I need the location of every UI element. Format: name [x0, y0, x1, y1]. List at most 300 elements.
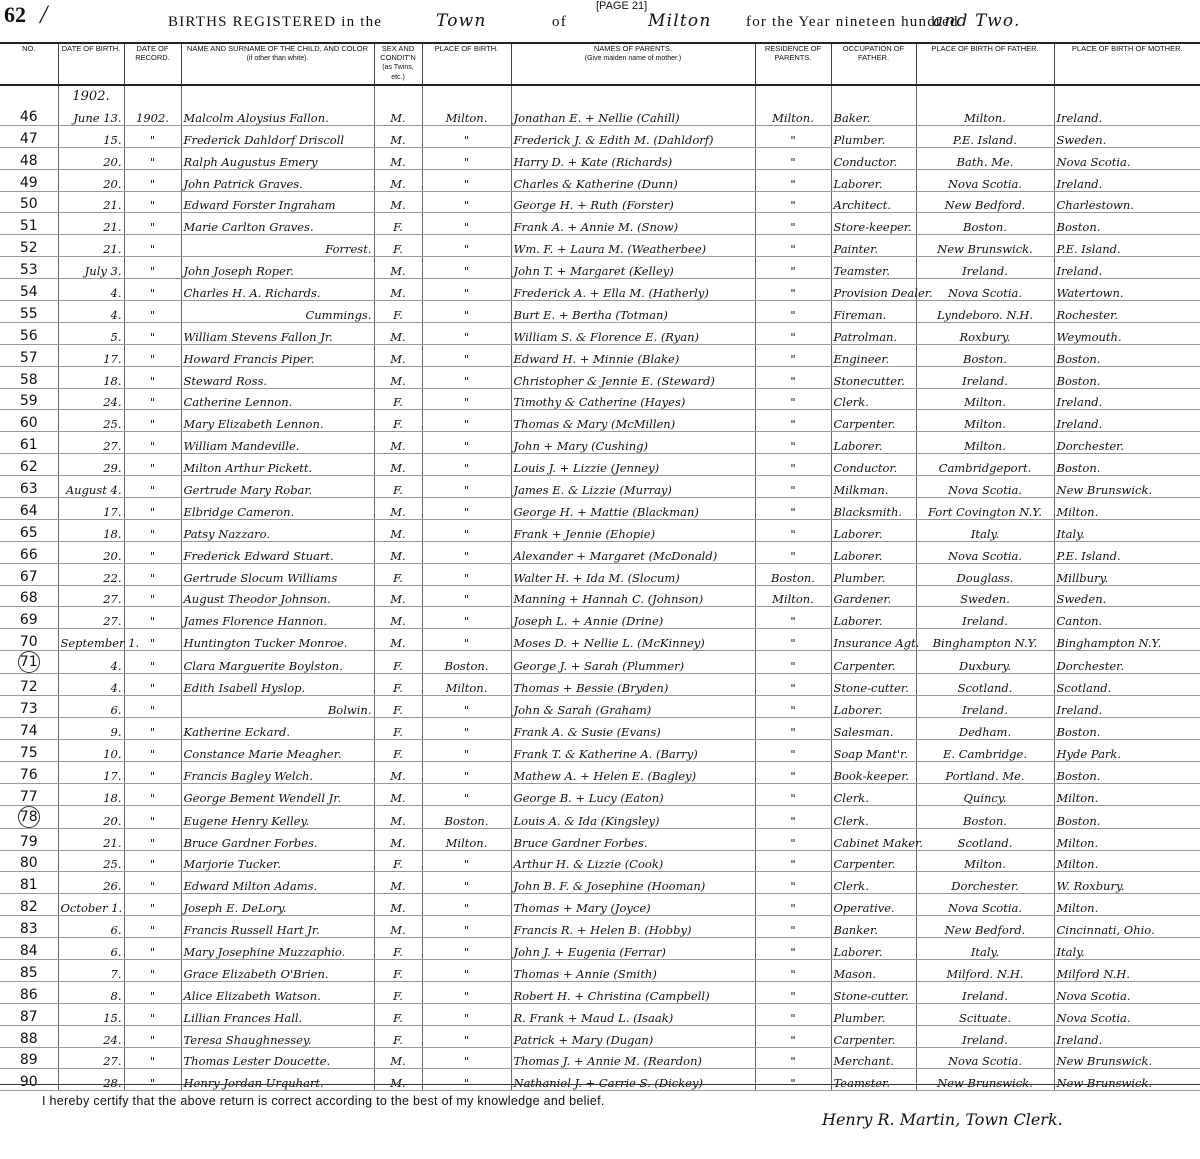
col-residence: RESIDENCE OF PARENTS. — [755, 43, 831, 85]
entry-number: 75 — [0, 739, 58, 761]
table-row — [0, 519, 1200, 541]
sex: M. — [374, 432, 422, 454]
sex: M. — [374, 279, 422, 301]
mother-birthplace: Nova Scotia. — [1054, 1003, 1200, 1025]
date-of-record: " — [124, 585, 181, 607]
entry-number: 50 — [0, 191, 58, 213]
entry-number: 81 — [0, 872, 58, 894]
table-row — [0, 629, 1200, 651]
residence: Milton. — [755, 585, 831, 607]
child-name: Alice Elizabeth Watson. — [181, 981, 374, 1003]
parents-names: Walter H. + Ida M. (Slocum) — [511, 563, 755, 585]
parents-names: Thomas & Mary (McMillen) — [511, 410, 755, 432]
table-row — [0, 872, 1200, 894]
place-of-birth: " — [422, 279, 511, 301]
residence: " — [755, 410, 831, 432]
father-birthplace: Scituate. — [916, 1003, 1054, 1025]
parents-names: John J. + Eugenia (Ferrar) — [511, 938, 755, 960]
child-name: Joseph E. DeLory. — [181, 894, 374, 916]
parents-names: Robert H. + Christina (Campbell) — [511, 981, 755, 1003]
child-name: John Patrick Graves. — [181, 169, 374, 191]
parents-names: Jonathan E. + Nellie (Cahill) — [511, 104, 755, 125]
father-birthplace: Ireland. — [916, 366, 1054, 388]
parents-names: Edward H. + Minnie (Blake) — [511, 344, 755, 366]
residence: " — [755, 761, 831, 783]
table-row — [0, 783, 1200, 805]
sex: F. — [374, 959, 422, 981]
mother-birthplace: Nova Scotia. — [1054, 981, 1200, 1003]
date-of-record: " — [124, 1069, 181, 1091]
entry-number: 85 — [0, 959, 58, 981]
table-row — [0, 235, 1200, 257]
father-occupation: Conductor. — [831, 147, 916, 169]
place-of-birth: " — [422, 1025, 511, 1047]
father-occupation: Milkman. — [831, 476, 916, 498]
place-of-birth: " — [422, 959, 511, 981]
father-birthplace: Ireland. — [916, 257, 1054, 279]
sex: F. — [374, 938, 422, 960]
father-birthplace: New Bedford. — [916, 191, 1054, 213]
table-row — [0, 410, 1200, 432]
entry-number: 59 — [0, 388, 58, 410]
child-name: John Joseph Roper. — [181, 257, 374, 279]
father-birthplace: Italy. — [916, 519, 1054, 541]
mother-birthplace: Ireland. — [1054, 696, 1200, 718]
entry-number: 80 — [0, 850, 58, 872]
entry-number: 70 — [0, 629, 58, 651]
entry-number: 48 — [0, 147, 58, 169]
mother-birthplace: Rochester. — [1054, 301, 1200, 323]
father-occupation: Insurance Agt. — [831, 629, 916, 651]
entry-number: 51 — [0, 213, 58, 235]
place-of-birth: Milton. — [422, 104, 511, 125]
parents-names: Frank A. + Annie M. (Snow) — [511, 213, 755, 235]
place-of-birth: " — [422, 872, 511, 894]
sex: M. — [374, 916, 422, 938]
date-of-birth: June 13. — [58, 104, 124, 125]
date-of-birth: August 4. — [58, 476, 124, 498]
child-name: Malcolm Aloysius Fallon. — [181, 104, 374, 125]
sex: M. — [374, 1047, 422, 1069]
father-occupation: Provision Dealer. — [831, 279, 916, 301]
child-name: Eugene Henry Kelley. — [181, 805, 374, 828]
father-birthplace: New Brunswick. — [916, 1069, 1054, 1091]
place-of-birth: " — [422, 783, 511, 805]
place-of-birth: " — [422, 916, 511, 938]
residence: " — [755, 432, 831, 454]
sex: M. — [374, 454, 422, 476]
child-name: Gertrude Mary Robar. — [181, 476, 374, 498]
table-row — [0, 674, 1200, 696]
date-of-record: " — [124, 432, 181, 454]
table-row — [0, 498, 1200, 520]
place-of-birth: " — [422, 1003, 511, 1025]
parents-names: John + Mary (Cushing) — [511, 432, 755, 454]
date-of-birth: 6. — [58, 916, 124, 938]
sex: M. — [374, 366, 422, 388]
place-of-birth: " — [422, 761, 511, 783]
date-of-birth: 4. — [58, 279, 124, 301]
date-of-record: " — [124, 147, 181, 169]
date-of-birth: 24. — [58, 388, 124, 410]
date-of-birth: 18. — [58, 366, 124, 388]
table-row — [0, 585, 1200, 607]
place-of-birth: " — [422, 519, 511, 541]
residence: Milton. — [755, 104, 831, 125]
sex: M. — [374, 607, 422, 629]
child-name: William Stevens Fallon Jr. — [181, 322, 374, 344]
table-row — [0, 301, 1200, 323]
table-row — [0, 1047, 1200, 1069]
residence: " — [755, 629, 831, 651]
sex: M. — [374, 761, 422, 783]
father-occupation: Laborer. — [831, 938, 916, 960]
residence: " — [755, 454, 831, 476]
place-of-birth: " — [422, 1047, 511, 1069]
sex: M. — [374, 125, 422, 147]
mother-birthplace: Milton. — [1054, 783, 1200, 805]
father-birthplace: Nova Scotia. — [916, 476, 1054, 498]
entry-number: 52 — [0, 235, 58, 257]
father-occupation: Plumber. — [831, 1003, 916, 1025]
father-birthplace: E. Cambridge. — [916, 739, 1054, 761]
father-occupation: Stone-cutter. — [831, 674, 916, 696]
sex: F. — [374, 235, 422, 257]
entry-number: 49 — [0, 169, 58, 191]
mother-birthplace: New Brunswick. — [1054, 1069, 1200, 1091]
residence: " — [755, 498, 831, 520]
sex: M. — [374, 322, 422, 344]
mother-birthplace: Ireland. — [1054, 388, 1200, 410]
mother-birthplace: Binghampton N.Y. — [1054, 629, 1200, 651]
place-of-birth: " — [422, 257, 511, 279]
sex: M. — [374, 257, 422, 279]
residence: " — [755, 301, 831, 323]
mother-birthplace: Watertown. — [1054, 279, 1200, 301]
entry-number: 46 — [0, 104, 58, 125]
place-of-birth: " — [422, 981, 511, 1003]
mother-birthplace: Ireland. — [1054, 257, 1200, 279]
title-town-type: Town — [436, 11, 487, 31]
date-of-birth: 17. — [58, 761, 124, 783]
date-of-birth: 4. — [58, 651, 124, 674]
father-occupation: Clerk. — [831, 872, 916, 894]
residence: " — [755, 739, 831, 761]
mother-birthplace: Milford N.H. — [1054, 959, 1200, 981]
sex: F. — [374, 388, 422, 410]
table-row — [0, 718, 1200, 740]
place-of-birth: Boston. — [422, 651, 511, 674]
date-of-record: " — [124, 191, 181, 213]
child-name: William Mandeville. — [181, 432, 374, 454]
date-of-birth: 29. — [58, 454, 124, 476]
parents-names: George H. + Ruth (Forster) — [511, 191, 755, 213]
table-row — [0, 147, 1200, 169]
date-of-record: " — [124, 674, 181, 696]
place-of-birth: " — [422, 322, 511, 344]
child-name: Frederick Dahldorf Driscoll — [181, 125, 374, 147]
father-birthplace: Scotland. — [916, 674, 1054, 696]
table-row — [0, 454, 1200, 476]
date-of-birth: 27. — [58, 585, 124, 607]
date-of-birth: 9. — [58, 718, 124, 740]
entry-number: 63 — [0, 476, 58, 498]
child-name: Catherine Lennon. — [181, 388, 374, 410]
place-of-birth: " — [422, 432, 511, 454]
sex: M. — [374, 783, 422, 805]
circled-number: 78 — [18, 806, 40, 828]
father-occupation: Book-keeper. — [831, 761, 916, 783]
footer-rule — [0, 1084, 1200, 1085]
sex: F. — [374, 850, 422, 872]
child-name: Edward Forster Ingraham — [181, 191, 374, 213]
sex: F. — [374, 718, 422, 740]
father-occupation: Plumber. — [831, 563, 916, 585]
father-occupation: Teamster. — [831, 1069, 916, 1091]
father-occupation: Clerk. — [831, 388, 916, 410]
father-birthplace: Scotland. — [916, 828, 1054, 850]
date-of-birth: 27. — [58, 1047, 124, 1069]
parents-names: Wm. F. + Laura M. (Weatherbee) — [511, 235, 755, 257]
residence: " — [755, 541, 831, 563]
page-id: [PAGE 21] — [596, 0, 648, 12]
place-of-birth: " — [422, 541, 511, 563]
father-occupation: Cabinet Maker. — [831, 828, 916, 850]
entry-number: 86 — [0, 981, 58, 1003]
entry-number: 77 — [0, 783, 58, 805]
sex: F. — [374, 1003, 422, 1025]
births-register-table — [0, 42, 1200, 1091]
mother-birthplace: Italy. — [1054, 519, 1200, 541]
date-of-birth: 18. — [58, 783, 124, 805]
col-father-birth: PLACE OF BIRTH OF FATHER. — [916, 43, 1054, 85]
date-of-record: " — [124, 696, 181, 718]
entry-number: 87 — [0, 1003, 58, 1025]
parents-names: Louis A. & Ida (Kingsley) — [511, 805, 755, 828]
date-of-birth: September 1. — [58, 629, 124, 651]
sex: F. — [374, 651, 422, 674]
date-of-birth: 6. — [58, 938, 124, 960]
title-town: Milton — [648, 11, 712, 31]
place-of-birth: " — [422, 894, 511, 916]
sex: F. — [374, 410, 422, 432]
date-of-birth: 4. — [58, 674, 124, 696]
date-of-record: " — [124, 739, 181, 761]
residence: " — [755, 344, 831, 366]
child-name: Mary Josephine Muzzaphio. — [181, 938, 374, 960]
child-name: Bruce Gardner Forbes. — [181, 828, 374, 850]
parents-names: Charles & Katherine (Dunn) — [511, 169, 755, 191]
date-of-record: " — [124, 916, 181, 938]
date-of-record: " — [124, 651, 181, 674]
father-occupation: Merchant. — [831, 1047, 916, 1069]
father-birthplace: Nova Scotia. — [916, 169, 1054, 191]
date-of-record: 1902. — [124, 104, 181, 125]
entry-number: 67 — [0, 563, 58, 585]
entry-number: 79 — [0, 828, 58, 850]
father-occupation: Gardener. — [831, 585, 916, 607]
parents-names: Joseph L. + Annie (Drine) — [511, 607, 755, 629]
child-name: Patsy Nazzaro. — [181, 519, 374, 541]
child-name: Marjorie Tucker. — [181, 850, 374, 872]
father-occupation: Laborer. — [831, 541, 916, 563]
date-of-record: " — [124, 279, 181, 301]
place-of-birth: " — [422, 938, 511, 960]
entry-number: 65 — [0, 519, 58, 541]
table-row — [0, 607, 1200, 629]
child-name: Edith Isabell Hyslop. — [181, 674, 374, 696]
date-of-birth: 20. — [58, 169, 124, 191]
date-of-record: " — [124, 981, 181, 1003]
date-of-record: " — [124, 828, 181, 850]
date-of-birth: October 1. — [58, 894, 124, 916]
col-parents-label: NAMES OF PARENTS. — [593, 44, 673, 53]
table-row — [0, 828, 1200, 850]
place-of-birth: " — [422, 410, 511, 432]
place-of-birth: " — [422, 1069, 511, 1091]
entry-number: 89 — [0, 1047, 58, 1069]
parents-names: John T. + Margaret (Kelley) — [511, 257, 755, 279]
father-occupation: Banker. — [831, 916, 916, 938]
sex: M. — [374, 828, 422, 850]
table-row — [0, 916, 1200, 938]
sex: M. — [374, 629, 422, 651]
child-name: Edward Milton Adams. — [181, 872, 374, 894]
residence: " — [755, 147, 831, 169]
date-of-record: " — [124, 213, 181, 235]
child-name: Francis Bagley Welch. — [181, 761, 374, 783]
entry-number: 68 — [0, 585, 58, 607]
parents-names: Frank A. & Susie (Evans) — [511, 718, 755, 740]
child-name: Steward Ross. — [181, 366, 374, 388]
father-birthplace: Milford. N.H. — [916, 959, 1054, 981]
table-row — [0, 344, 1200, 366]
father-occupation: Plumber. — [831, 125, 916, 147]
mother-birthplace: Boston. — [1054, 718, 1200, 740]
sex: M. — [374, 104, 422, 125]
residence: " — [755, 850, 831, 872]
entry-number: 54 — [0, 279, 58, 301]
child-name: Henry Jordan Urquhart. — [181, 1069, 374, 1091]
date-of-record: " — [124, 301, 181, 323]
father-occupation: Soap Mant'r. — [831, 739, 916, 761]
table-row — [0, 388, 1200, 410]
father-occupation: Teamster. — [831, 257, 916, 279]
entry-number: 57 — [0, 344, 58, 366]
father-birthplace: Dedham. — [916, 718, 1054, 740]
table-row — [0, 322, 1200, 344]
parents-names: John B. F. & Josephine (Hooman) — [511, 872, 755, 894]
clerk-signature: Henry R. Martin, Town Clerk. — [822, 1110, 1063, 1129]
date-of-record: " — [124, 454, 181, 476]
mother-birthplace: Italy. — [1054, 938, 1200, 960]
date-of-birth: 15. — [58, 125, 124, 147]
year-row — [0, 85, 1200, 104]
place-of-birth: " — [422, 607, 511, 629]
entry-number: 55 — [0, 301, 58, 323]
parents-names: Nathaniel J. + Carrie S. (Dickey) — [511, 1069, 755, 1091]
father-occupation: Operative. — [831, 894, 916, 916]
child-name: August Theodor Johnson. — [181, 585, 374, 607]
residence: " — [755, 366, 831, 388]
child-name: Constance Marie Meagher. — [181, 739, 374, 761]
father-occupation: Carpenter. — [831, 410, 916, 432]
col-parents-note: (Give maiden name of mother.) — [584, 55, 682, 62]
entry-number: 66 — [0, 541, 58, 563]
mother-birthplace: Hyde Park. — [1054, 739, 1200, 761]
place-of-birth: " — [422, 476, 511, 498]
father-occupation: Clerk. — [831, 783, 916, 805]
entry-number: 60 — [0, 410, 58, 432]
date-of-birth: 21. — [58, 191, 124, 213]
parents-names: James E. & Lizzie (Murray) — [511, 476, 755, 498]
table-row — [0, 279, 1200, 301]
date-of-record: " — [124, 169, 181, 191]
register-title — [168, 11, 1200, 40]
entry-number: 72 — [0, 674, 58, 696]
child-name: Frederick Edward Stuart. — [181, 541, 374, 563]
residence: " — [755, 213, 831, 235]
date-of-birth: 25. — [58, 410, 124, 432]
sex: M. — [374, 872, 422, 894]
residence: " — [755, 607, 831, 629]
child-name: Clara Marguerite Boylston. — [181, 651, 374, 674]
place-of-birth: " — [422, 454, 511, 476]
child-name: Milton Arthur Pickett. — [181, 454, 374, 476]
date-of-birth: 8. — [58, 981, 124, 1003]
sex: F. — [374, 213, 422, 235]
col-mother-birth: PLACE OF BIRTH OF MOTHER. — [1054, 43, 1200, 85]
father-birthplace: Milton. — [916, 104, 1054, 125]
place-of-birth: " — [422, 718, 511, 740]
table-row — [0, 169, 1200, 191]
table-row — [0, 761, 1200, 783]
child-name: Teresa Shaughnessey. — [181, 1025, 374, 1047]
father-birthplace: Bath. Me. — [916, 147, 1054, 169]
title-of: of — [552, 14, 567, 30]
date-of-record: " — [124, 322, 181, 344]
father-occupation: Laborer. — [831, 169, 916, 191]
father-birthplace: Boston. — [916, 213, 1054, 235]
father-occupation: Blacksmith. — [831, 498, 916, 520]
mother-birthplace: Milton. — [1054, 498, 1200, 520]
child-name: Howard Francis Piper. — [181, 344, 374, 366]
child-name: Forrest. — [181, 235, 374, 257]
place-of-birth: " — [422, 850, 511, 872]
sex: F. — [374, 476, 422, 498]
table-row — [0, 432, 1200, 454]
place-of-birth: " — [422, 169, 511, 191]
child-name: Charles H. A. Richards. — [181, 279, 374, 301]
date-of-birth: 5. — [58, 322, 124, 344]
table-row — [0, 476, 1200, 498]
date-of-birth: 21. — [58, 235, 124, 257]
place-of-birth: " — [422, 498, 511, 520]
parents-names: Frank T. & Katherine A. (Barry) — [511, 739, 755, 761]
mother-birthplace: Milton. — [1054, 894, 1200, 916]
child-name: Elbridge Cameron. — [181, 498, 374, 520]
parents-names: Thomas J. + Annie M. (Reardon) — [511, 1047, 755, 1069]
place-of-birth: " — [422, 366, 511, 388]
father-birthplace: New Bedford. — [916, 916, 1054, 938]
year-cell: 1902. — [58, 85, 124, 104]
date-of-birth: 27. — [58, 607, 124, 629]
date-of-record: " — [124, 344, 181, 366]
col-no: NO. — [0, 43, 58, 85]
sex: F. — [374, 739, 422, 761]
child-name: Grace Elizabeth O'Brien. — [181, 959, 374, 981]
residence: " — [755, 916, 831, 938]
